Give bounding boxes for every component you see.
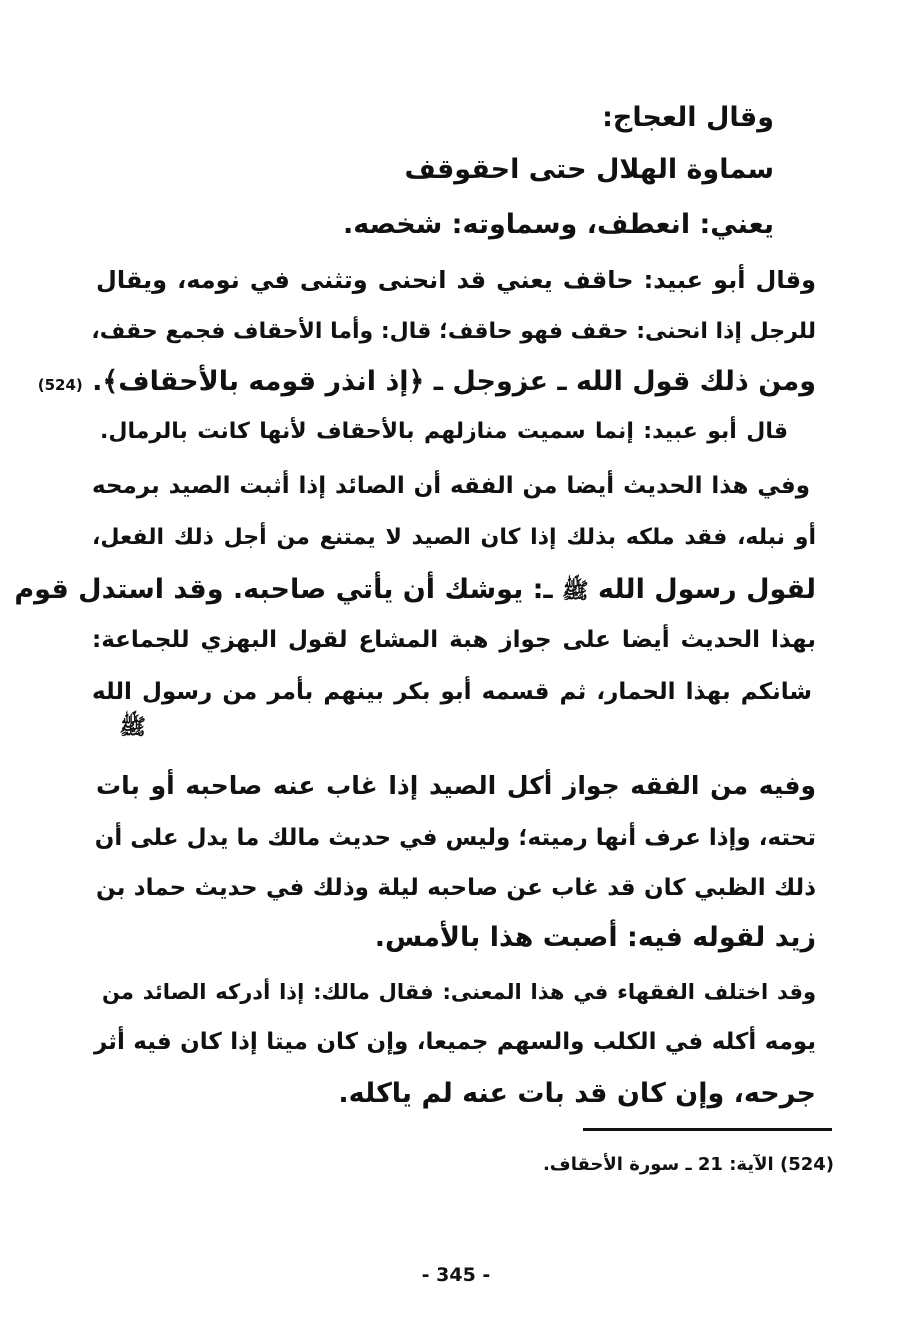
salla-symbol: ﷺ (119, 715, 146, 740)
text-line-1 (602, 98, 774, 138)
line-text: أو نبله، فقد ملكه بذلك إذا كان الصيد لا يمتنع من أجل ذلك الفعل، (92, 525, 816, 550)
text-line-17 (375, 918, 816, 958)
text-line-9 (92, 518, 816, 558)
line-text-continuation: ـ: يوشك أن يأتي صاحبه. وقد استدل قوم (14, 574, 553, 605)
line-text: وقال أبو عبيد: حاقف يعني قد انحنى وتثنى في نومه، ويقال (96, 266, 816, 294)
footnote-reference: (524) (37, 376, 83, 394)
line-text: يومه أكله في الكلب والسهم جميعا، وإن كان ميتا إذا كان فيه أثر (94, 1029, 816, 1055)
line-text: وفيه من الفقه جواز أكل الصيد إذا غاب عنه صاحبه أو بات (96, 771, 816, 800)
footnote-text: (524) الآية: 21 ـ سورة الأحقاف. (542, 1154, 834, 1175)
text-line-7 (100, 412, 788, 452)
text-line-3 (343, 205, 774, 245)
text-line-14 (96, 766, 816, 806)
salla-symbol: ﷺ (562, 579, 589, 604)
line-text: للرجل إذا انحنى: حقف فهو حاقف؛ قال: وأما الأحقاف فجمع حقف، (91, 319, 816, 344)
line-text: تحته، وإذا عرف أنها رميته؛ وليس في حديث مالك ما يدل على أن (94, 825, 816, 851)
text-line-2-verse (404, 150, 774, 190)
line-text: يعني: انعطف، وسماوته: شخصه. (343, 209, 774, 240)
footnote (543, 1151, 834, 1179)
line-text: زيد لقوله فيه: أصبت هذا بالأمس. (374, 922, 816, 953)
text-line-6 (38, 362, 816, 402)
line-text: وقد اختلف الفقهاء في هذا المعنى: فقال مالك: إذا أدركه الصائد من (102, 980, 816, 1004)
line-text: سماوة الهلال حتى احقوقف (404, 154, 774, 185)
text-line-8 (92, 466, 810, 506)
text-line-19 (94, 1022, 816, 1062)
text-line-11 (92, 620, 816, 660)
line-text: ومن ذلك قول الله ـ عزوجل ـ (433, 366, 816, 397)
text-line-18 (102, 972, 816, 1012)
text-line-12 (92, 672, 812, 712)
quran-verse: ﴿إذ انذر قومه بالأحقاف﴾ (102, 366, 425, 397)
text-line-4 (96, 260, 816, 300)
line-text: وفي هذا الحديث أيضا من الفقه أن الصائد إذا أثبت الصيد برمحه (92, 473, 810, 499)
line-text: بهذا الحديث أيضا على جواز هبة المشاع لقول البهزي للجماعة: (92, 627, 816, 653)
line-text: شانكم بهذا الحمار، ثم قسمه أبو بكر بينهم بأمر من رسول الله (92, 679, 812, 705)
line-text: وقال العجاج: (602, 102, 774, 133)
verse-period: . (92, 366, 103, 397)
text-line-15 (96, 818, 816, 858)
line-text: ذلك الظبي كان قد غاب عن صاحبه ليلة وذلك في حديث حماد بن (96, 875, 816, 901)
text-line-16 (96, 868, 816, 908)
footnote-divider (583, 1128, 832, 1131)
text-line-13 (119, 706, 146, 746)
text-line-10 (14, 570, 816, 610)
page-number: - 345 - (421, 1264, 491, 1286)
line-text: قال أبو عبيد: إنما سميت منازلهم بالأحقاف لأنها كانت بالرمال. (100, 419, 788, 444)
line-text: جرحه، وإن كان قد بات عنه لم ياكله. (338, 1078, 816, 1109)
text-line-20 (338, 1074, 816, 1114)
text-line-5 (92, 312, 816, 352)
line-text: لقول رسول الله (598, 574, 816, 605)
